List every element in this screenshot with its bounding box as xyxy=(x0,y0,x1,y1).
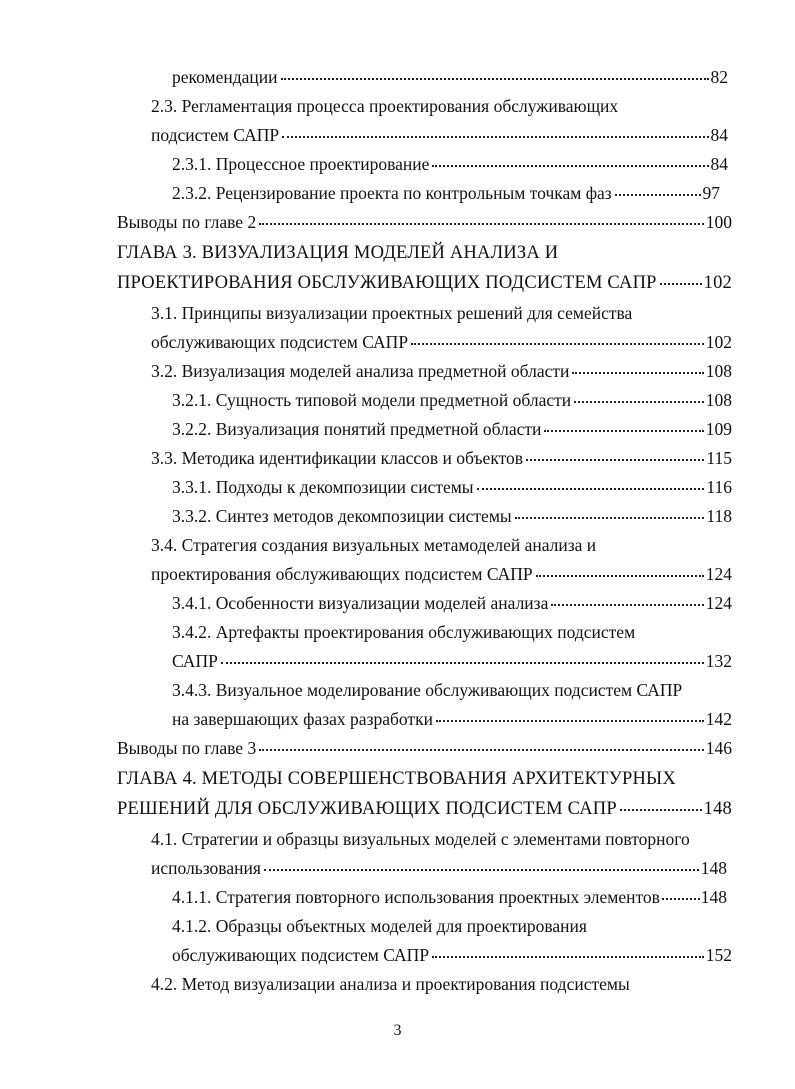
toc-line xyxy=(172,886,727,908)
toc-page-number: 108 xyxy=(705,361,732,381)
toc-entry-text: 4.1. Стратегии и образцы визуальных моделей с элементами повторного xyxy=(151,829,690,849)
toc-entry-text: 2.3.1. Процессное проектирование xyxy=(172,154,430,174)
toc-line xyxy=(151,302,632,324)
toc-page-number: 108 xyxy=(705,390,732,410)
toc-page-number: 118 xyxy=(706,506,732,526)
leader-dots xyxy=(574,401,704,403)
toc-line xyxy=(117,768,676,790)
toc-line xyxy=(172,708,732,730)
leader-dots xyxy=(515,517,705,519)
toc-line xyxy=(151,973,630,995)
toc-entry-text: 3.4.1. Особенности визуализации моделей анализа xyxy=(172,593,549,613)
toc-entry-text: 2.3.2. Рецензирование проекта по контрольным точкам фаз xyxy=(172,183,612,203)
toc-entry-text: 4.1.2. Образцы объектных моделей для проектирования xyxy=(172,916,587,936)
toc-line xyxy=(172,389,732,411)
toc-entry-text: на завершающих фазах разработки xyxy=(172,709,433,729)
toc-line xyxy=(117,798,732,820)
toc-line xyxy=(117,211,732,233)
toc-entry-text: Выводы по главе 3 xyxy=(117,738,257,758)
toc-page-number: 100 xyxy=(705,212,732,232)
leader-dots xyxy=(282,136,708,138)
toc-line xyxy=(172,679,682,701)
toc-page-number: 102 xyxy=(705,332,732,352)
toc-entry-text: 4.2. Метод визуализации анализа и проектирования подсистемы xyxy=(151,974,630,994)
toc-page-number: 84 xyxy=(710,154,728,174)
leader-dots xyxy=(259,223,704,225)
toc-line xyxy=(151,534,596,556)
leader-dots xyxy=(660,283,702,285)
toc-line xyxy=(172,915,587,937)
toc-page-number: 102 xyxy=(703,273,732,293)
toc-line xyxy=(151,360,732,382)
toc-entry-text: ГЛАВА 3. ВИЗУАЛИЗАЦИЯ МОДЕЛЕЙ АНАЛИЗА И xyxy=(117,243,559,263)
leader-dots xyxy=(411,343,704,345)
toc-entry-text: 3.1. Принципы визуализации проектных решений для семейства xyxy=(151,303,633,323)
toc-entry-text: 3.2.2. Визуализация понятий предметной области xyxy=(172,419,542,439)
toc-entry-text: 3.4.3. Визуальное моделирование обслуживающих подсистем САПР xyxy=(172,680,683,700)
toc-entry-text: Выводы по главе 2 xyxy=(117,212,257,232)
toc-line xyxy=(172,182,720,204)
toc-page-number: 116 xyxy=(706,477,732,497)
toc-line xyxy=(151,124,728,146)
toc-page-number: 148 xyxy=(700,858,727,878)
toc-entry-text: подсистем САПР xyxy=(151,125,280,145)
toc-line xyxy=(117,737,732,759)
leader-dots xyxy=(536,575,704,577)
toc-line xyxy=(172,650,732,672)
toc-entry-text: 4.1.1. Стратегия повторного использования проектных элементов xyxy=(172,887,660,907)
toc-entry-text: ПРОЕКТИРОВАНИЯ ОБСЛУЖИВАЮЩИХ ПОДСИСТЕМ САПР xyxy=(117,273,657,293)
toc-line xyxy=(151,563,732,585)
toc-line xyxy=(117,242,558,264)
toc-line xyxy=(172,418,732,440)
toc-line xyxy=(172,476,732,498)
toc-page-number: 152 xyxy=(705,945,732,965)
leader-dots xyxy=(259,749,704,751)
toc-line xyxy=(151,857,727,879)
toc-line xyxy=(172,153,728,175)
toc-page-number: 109 xyxy=(705,419,732,439)
toc-page-number: 115 xyxy=(706,448,732,468)
toc-line xyxy=(151,828,690,850)
leader-dots xyxy=(620,809,702,811)
toc-page-number: 124 xyxy=(705,564,732,584)
toc-line xyxy=(151,95,618,117)
toc-page-number: 146 xyxy=(705,738,732,758)
toc-entry-text: обслуживающих подсистем САПР xyxy=(151,332,409,352)
toc-page-number: 82 xyxy=(710,67,728,87)
leader-dots xyxy=(264,869,699,871)
toc-entry-text: обслуживающих подсистем САПР xyxy=(172,945,430,965)
toc-entry-text: 3.4. Стратегия создания визуальных метамоделей анализа и xyxy=(151,535,597,555)
toc-line xyxy=(172,944,732,966)
toc-entry-text: рекомендации xyxy=(172,67,278,87)
toc-entry-text: 3.2. Визуализация моделей анализа предметной области xyxy=(151,361,570,381)
leader-dots xyxy=(477,488,705,490)
toc-line xyxy=(151,331,732,353)
toc-entry-text: 3.3.2. Синтез методов декомпозиции системы xyxy=(172,506,512,526)
leader-dots xyxy=(432,165,708,167)
leader-dots xyxy=(281,78,709,80)
toc-page-number: 132 xyxy=(705,651,732,671)
toc-page-number: 124 xyxy=(705,593,732,613)
leader-dots xyxy=(436,720,704,722)
toc-entry-text: 2.3. Регламентация процесса проектирования обслуживающих xyxy=(151,96,619,116)
toc-page-number: 97 xyxy=(702,183,720,203)
toc-entry-text: 3.2.1. Сущность типовой модели предметной области xyxy=(172,390,572,410)
toc-page-number: 142 xyxy=(705,709,732,729)
toc-page-number: 148 xyxy=(703,799,732,819)
toc-line xyxy=(117,272,732,294)
toc-line xyxy=(172,66,728,88)
toc-page-number: 84 xyxy=(710,125,728,145)
page-number: 3 xyxy=(393,1022,402,1039)
toc-line xyxy=(172,505,732,527)
leader-dots xyxy=(572,372,703,374)
toc-page-number: 148 xyxy=(700,887,727,907)
toc-entry-text: САПР xyxy=(172,651,218,671)
toc-line xyxy=(151,447,732,469)
toc-line xyxy=(172,592,732,614)
toc-entry-text: 3.3.1. Подходы к декомпозиции системы xyxy=(172,477,474,497)
toc-entry-text: 3.4.2. Артефакты проектирования обслуживающих подсистем xyxy=(172,622,636,642)
toc-line xyxy=(172,621,635,643)
toc-entry-text: использования xyxy=(151,858,261,878)
toc-entry-text: проектирования обслуживающих подсистем САПР xyxy=(151,564,533,584)
toc-entry-text: 3.3. Методика идентификации классов и объектов xyxy=(151,448,524,468)
leader-dots xyxy=(432,956,704,958)
leader-dots xyxy=(662,898,700,900)
leader-dots xyxy=(544,430,703,432)
leader-dots xyxy=(221,662,704,664)
leader-dots xyxy=(615,194,701,196)
leader-dots xyxy=(526,459,704,461)
leader-dots xyxy=(551,604,703,606)
toc-entry-text: РЕШЕНИЙ ДЛЯ ОБСЛУЖИВАЮЩИХ ПОДСИСТЕМ САПР xyxy=(117,799,617,819)
toc-entry-text: ГЛАВА 4. МЕТОДЫ СОВЕРШЕНСТВОВАНИЯ АРХИТЕКТУРНЫХ xyxy=(117,769,676,789)
